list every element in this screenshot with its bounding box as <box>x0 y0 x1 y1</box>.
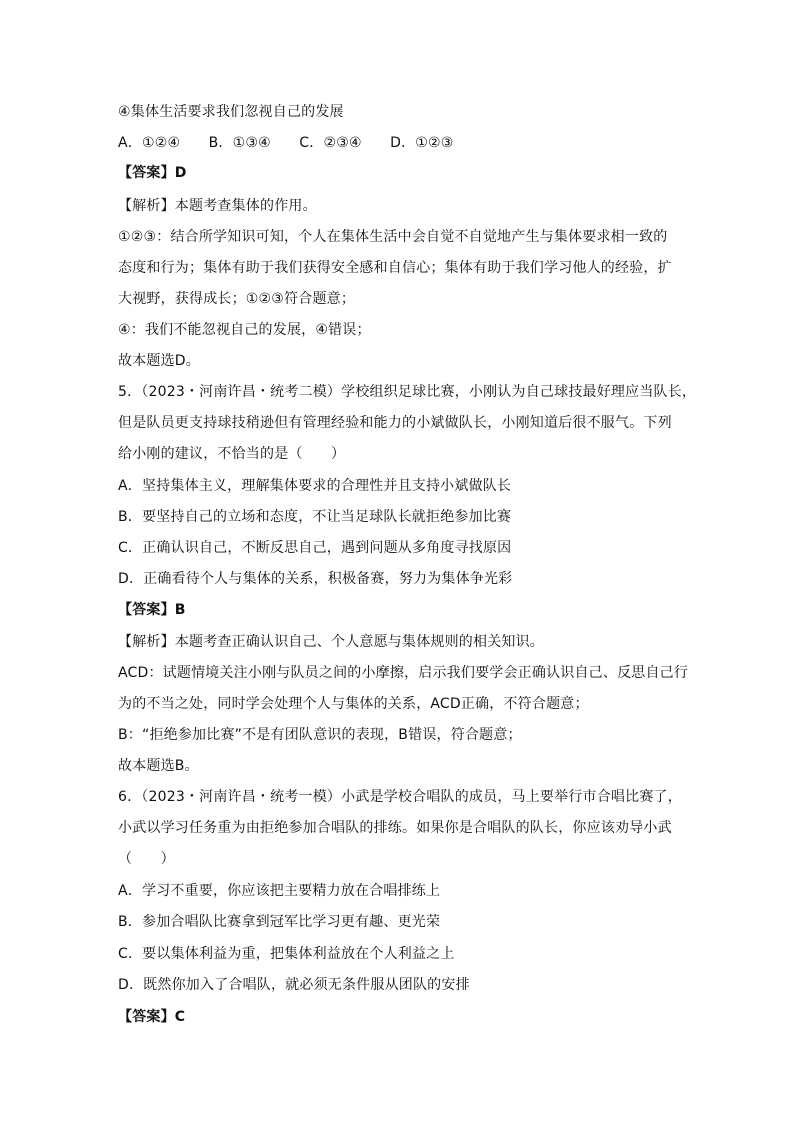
question-6: 6．（2023・河南许昌・统考一模）小武是学校合唱队的成员，马上要举行市合唱比赛了， <box>118 789 682 805</box>
question-6: （ ） <box>118 851 175 867</box>
analysis-line: ACD：试题情境关注小刚与队员之间的小摩擦，启示我们要学会正确认识自己、反思自己行 <box>118 665 689 681</box>
analysis-line: 【解析】本题考查集体的作用。 <box>118 198 317 214</box>
analysis-line: ①②③：结合所学知识可知，个人在集体生活中会自觉不自觉地产生与集体要求相一致的 <box>118 229 668 245</box>
question-5: 但是队员更支持球技稍逊但有管理经验和能力的小斌做队长，小刚知道后很不服气。下列 <box>118 415 672 431</box>
answer-label: 【答案】D <box>118 165 187 181</box>
question-5: 给小刚的建议，不恰当的是（ ） <box>118 446 346 462</box>
option-d: D．既然你加入了合唱队，就必须无条件服从团队的安排 <box>118 977 470 993</box>
analysis-line: 大视野，获得成长；①②③符合题意； <box>118 291 356 307</box>
option-a: A．坚持集体主义，理解集体要求的合理性并且支持小斌做队长 <box>118 478 512 494</box>
answer-label: 【答案】B <box>118 602 186 618</box>
analysis-line: 态度和行为；集体有助于我们获得安全感和自信心；集体有助于我们学习他人的经验，扩 <box>118 260 672 276</box>
question-5: 5．（2023・河南许昌・统考二模）学校组织足球比赛，小刚认为自己球技最好理应当队长， <box>118 384 697 400</box>
answer-choices: A．①②④ B．①③④ C．②③④ D．①②③ <box>118 135 454 151</box>
option-b: B．参加合唱队比赛拿到冠军比学习更有趣、更光荣 <box>118 914 441 930</box>
option-a: A．学习不重要，你应该把主要精力放在合唱排练上 <box>118 883 441 899</box>
option-c: C．正确认识自己，不断反思自己，遇到问题从多角度寻找原因 <box>118 540 512 556</box>
answer-label: 【答案】C <box>118 1009 186 1025</box>
analysis-line: ④：我们不能忽视自己的发展，④错误； <box>118 322 371 338</box>
option-c: C．要以集体利益为重，把集体利益放在个人利益之上 <box>118 946 455 962</box>
option-b: B．要坚持自己的立场和态度，不让当足球队长就拒绝参加比赛 <box>118 509 512 525</box>
conclusion-line: 故本题选B。 <box>118 758 199 774</box>
analysis-line: 为的不当之处，同时学会处理个人与集体的关系，ACD正确，不符合题意； <box>118 696 589 712</box>
option-d: D．正确看待个人与集体的关系，积极备赛，努力为集体争光彩 <box>118 571 513 587</box>
conclusion-line: 故本题选D。 <box>118 353 200 369</box>
option-line: ④集体生活要求我们忽视自己的发展 <box>118 104 344 120</box>
analysis-line: B：“拒绝参加比赛”不是有团队意识的表现，B错误，符合题意； <box>118 727 522 743</box>
question-6: 小武以学习任务重为由拒绝参加合唱队的排练。如果你是合唱队的队长，你应该劝导小武 <box>118 820 672 836</box>
analysis-line: 【解析】本题考查正确认识自己、个人意愿与集体规则的相关知识。 <box>118 634 544 650</box>
